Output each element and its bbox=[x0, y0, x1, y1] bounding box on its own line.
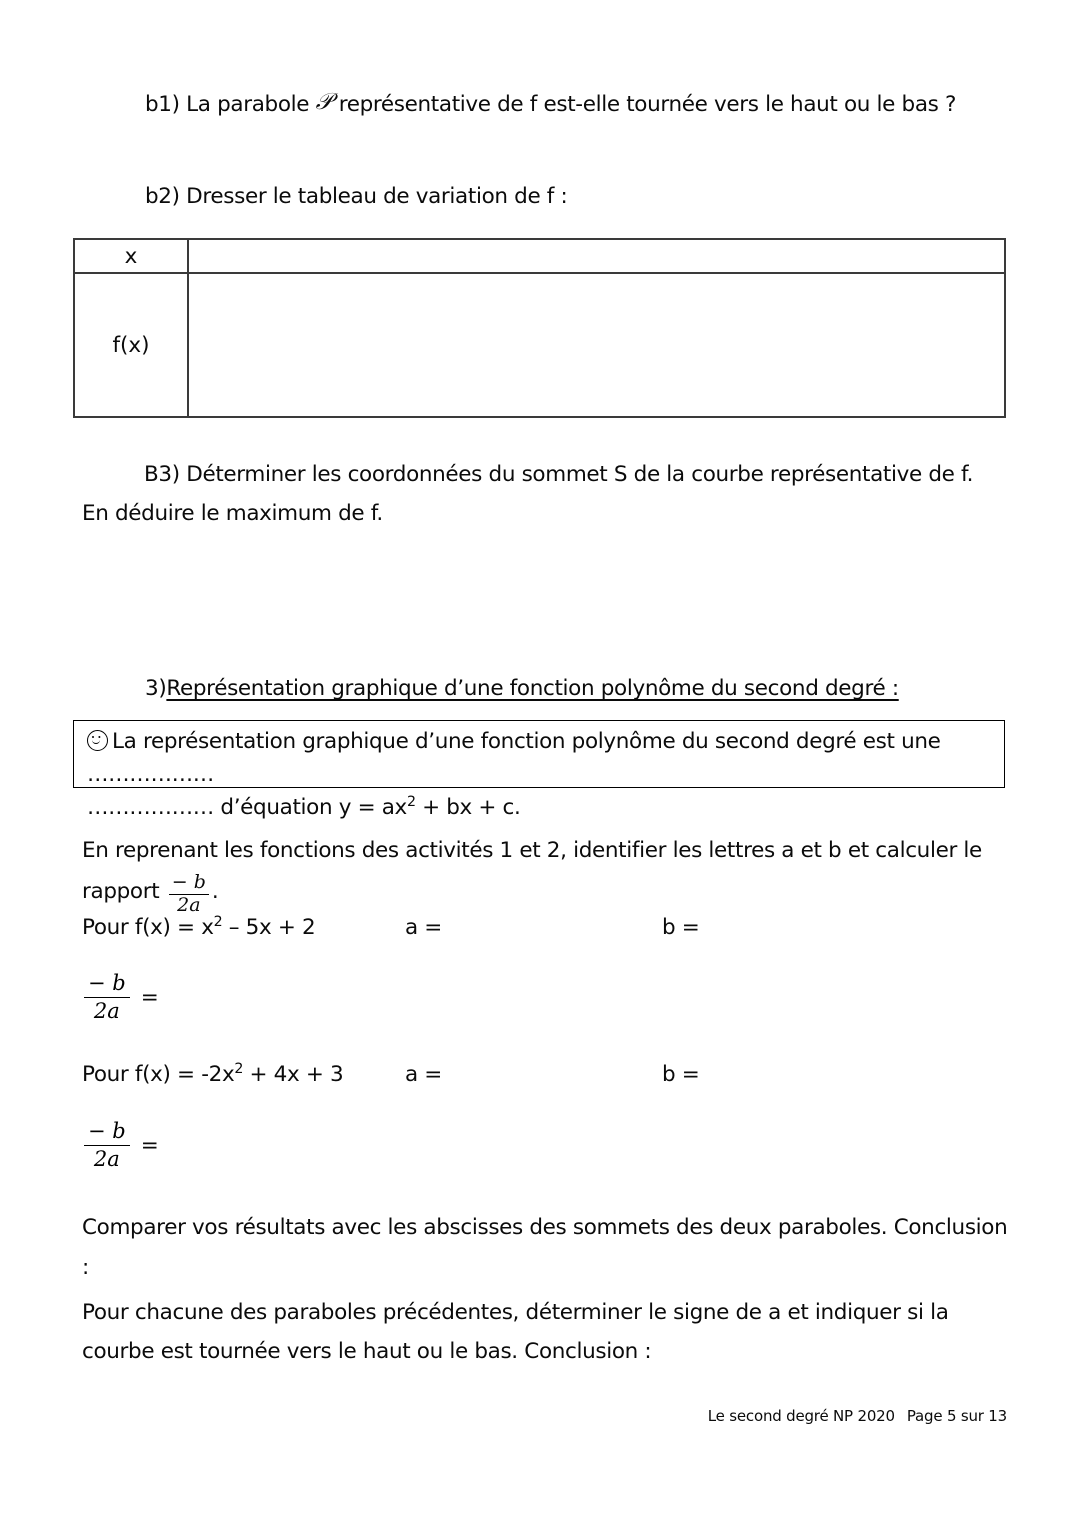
definition-line1: La représentation graphique d’une fonction polynôme du second degré est une bbox=[112, 729, 941, 754]
page-footer bbox=[0, 1407, 1007, 1425]
exercise-2-equals[interactable]: = bbox=[140, 1133, 159, 1159]
exercise-2-expression bbox=[82, 1062, 343, 1087]
smiley-icon bbox=[87, 730, 108, 751]
fraction-denominator: 2a bbox=[169, 894, 209, 916]
exercise-1-equals[interactable]: = bbox=[140, 985, 159, 1011]
exercise-1-exponent: 2 bbox=[213, 913, 223, 930]
definition-line2-b: + bx + c. bbox=[415, 795, 521, 820]
question-b1-suffix: représentative de f est-elle tournée vers le haut ou le bas ? bbox=[332, 92, 957, 117]
intro-text-after: . bbox=[211, 879, 219, 904]
definition-blank-2: ……………… bbox=[87, 795, 214, 820]
closing-signe-paragraph: Pour chacune des paraboles précédentes, déterminer le signe de a et indiquer si la courbe est tournée vers le haut ou le bas. Conclusion : bbox=[82, 1300, 956, 1364]
variation-table bbox=[73, 238, 1006, 418]
fraction-denominator: 2a bbox=[84, 997, 130, 1023]
definition-line2-a: d’équation y = ax bbox=[213, 795, 407, 820]
exercise-1-expression-suffix: – 5x + 2 bbox=[222, 915, 316, 940]
fraction-numerator: − b bbox=[88, 971, 126, 995]
exercise-1-slot-b[interactable]: b = bbox=[662, 915, 700, 940]
exercise-2-ratio bbox=[84, 1120, 159, 1171]
question-b3: B3) Déterminer les coordonnées du sommet S de la courbe représentative de f. En déduire le maximum de f. bbox=[82, 462, 980, 526]
table-cell-value-x[interactable] bbox=[188, 239, 1005, 273]
exercise-2-expression-prefix: Pour f(x) = -2x bbox=[82, 1062, 235, 1087]
intro-paragraph bbox=[82, 830, 1002, 916]
section-3-number: 3) bbox=[145, 676, 167, 701]
exercise-1-ratio bbox=[84, 972, 159, 1023]
exercise-1-slot-a[interactable]: a = bbox=[405, 915, 442, 940]
exercise-1-expression bbox=[82, 915, 315, 940]
definition-text bbox=[87, 725, 996, 824]
question-b2: b2) Dresser le tableau de variation de f : bbox=[145, 184, 568, 209]
table-cell-label-x: x bbox=[74, 239, 188, 273]
table-cell-label-fx: f(x) bbox=[74, 273, 188, 417]
table-cell-value-fx[interactable] bbox=[188, 273, 1005, 417]
inline-fraction-minus-b-over-2a bbox=[169, 873, 209, 916]
exercise-2-expression-suffix: + 4x + 3 bbox=[243, 1062, 344, 1087]
exercise-1-expression-prefix: Pour f(x) = x bbox=[82, 915, 214, 940]
section-3-title: Représentation graphique d’une fonction polynôme du second degré : bbox=[166, 676, 899, 701]
exercise-2-exponent: 2 bbox=[234, 1060, 244, 1077]
definition-box bbox=[73, 720, 1005, 820]
table-row bbox=[74, 273, 1005, 417]
closing-compare-paragraph: Comparer vos résultats avec les abscisses des sommets des deux paraboles. Conclusion : bbox=[82, 1215, 1014, 1280]
question-b1-prefix: b1) La parabole bbox=[145, 92, 316, 117]
intro-text: En reprenant les fonctions des activités 1 et 2, identifier les lettres a et b et calculer le rapport bbox=[82, 838, 989, 904]
question-b1 bbox=[145, 82, 1025, 125]
parabola-symbol: 𝒫 bbox=[315, 89, 333, 115]
footer-doc-title: Le second degré NP 2020 bbox=[707, 1407, 895, 1425]
footer-page-label: Page 5 sur 13 bbox=[906, 1407, 1007, 1425]
block-fraction-minus-b-over-2a bbox=[84, 972, 130, 1023]
exercise-2-slot-b[interactable]: b = bbox=[662, 1062, 700, 1087]
block-fraction-minus-b-over-2a bbox=[84, 1120, 130, 1171]
fraction-denominator: 2a bbox=[84, 1145, 130, 1171]
section-3-heading bbox=[145, 669, 1015, 709]
fraction-numerator: − b bbox=[171, 871, 206, 894]
exercise-2-slot-a[interactable]: a = bbox=[405, 1062, 442, 1087]
definition-blank-1: ……………… bbox=[87, 762, 214, 787]
definition-exponent: 2 bbox=[406, 793, 416, 810]
table-row bbox=[74, 239, 1005, 273]
fraction-numerator: − b bbox=[88, 1119, 126, 1143]
